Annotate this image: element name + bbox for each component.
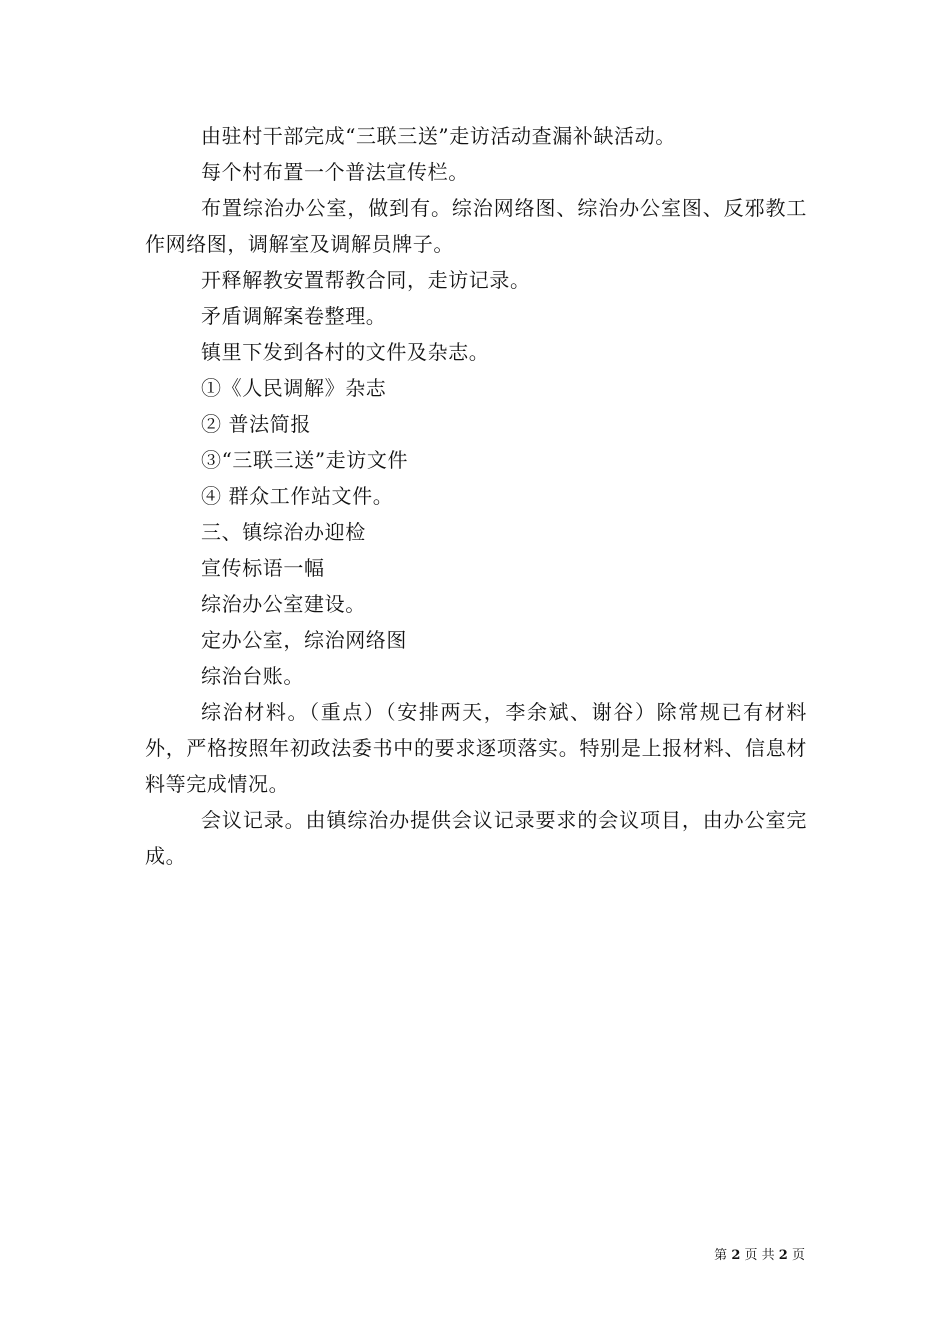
paragraph: 由驻村干部完成“三联三送”走访活动查漏补缺活动。 (201, 124, 676, 148)
paragraph: 综治台账。 (201, 664, 304, 688)
footer-prefix: 第 (714, 1248, 728, 1263)
paragraph: 镇里下发到各村的文件及杂志。 (201, 340, 490, 364)
paragraph: 布置综治办公室，做到有。综治网络图、综治办公室图、反邪教工作网络图，调解室及调解员牌子。 (145, 196, 807, 256)
section-heading: 三、镇综治办迎检 (201, 520, 366, 544)
paragraph: 综治办公室建设。 (201, 592, 366, 616)
paragraph: 定办公室，综治网络图 (201, 628, 407, 652)
list-item: ③“三联三送”走访文件 (201, 448, 409, 472)
paragraph: 宣传标语一幅 (201, 556, 325, 580)
footer-middle: 页 共 (744, 1248, 775, 1263)
list-item: ② 普法简报 (201, 412, 311, 436)
paragraph: 每个村布置一个普法宣传栏。 (201, 160, 469, 184)
page-footer (714, 1248, 805, 1264)
list-item: ④ 群众工作站文件。 (201, 484, 394, 508)
paragraph: 会议记录。由镇综治办提供会议记录要求的会议项目，由办公室完成。 (145, 808, 807, 868)
document-body (145, 118, 807, 874)
paragraph: 综治材料。（重点）（安排两天，李余斌、谢谷）除常规已有材料外，严格按照年初政法委书中的要求逐项落实。特别是上报材料、信息材料等完成情况。 (145, 700, 807, 796)
paragraph: 开释解教安置帮教合同，走访记录。 (201, 268, 531, 292)
footer-suffix: 页 (791, 1248, 805, 1263)
list-item: ①《人民调解》杂志 (201, 376, 387, 400)
paragraph: 矛盾调解案卷整理。 (201, 304, 387, 328)
total-pages: 2 (778, 1248, 788, 1263)
page-number: 2 (731, 1248, 741, 1263)
